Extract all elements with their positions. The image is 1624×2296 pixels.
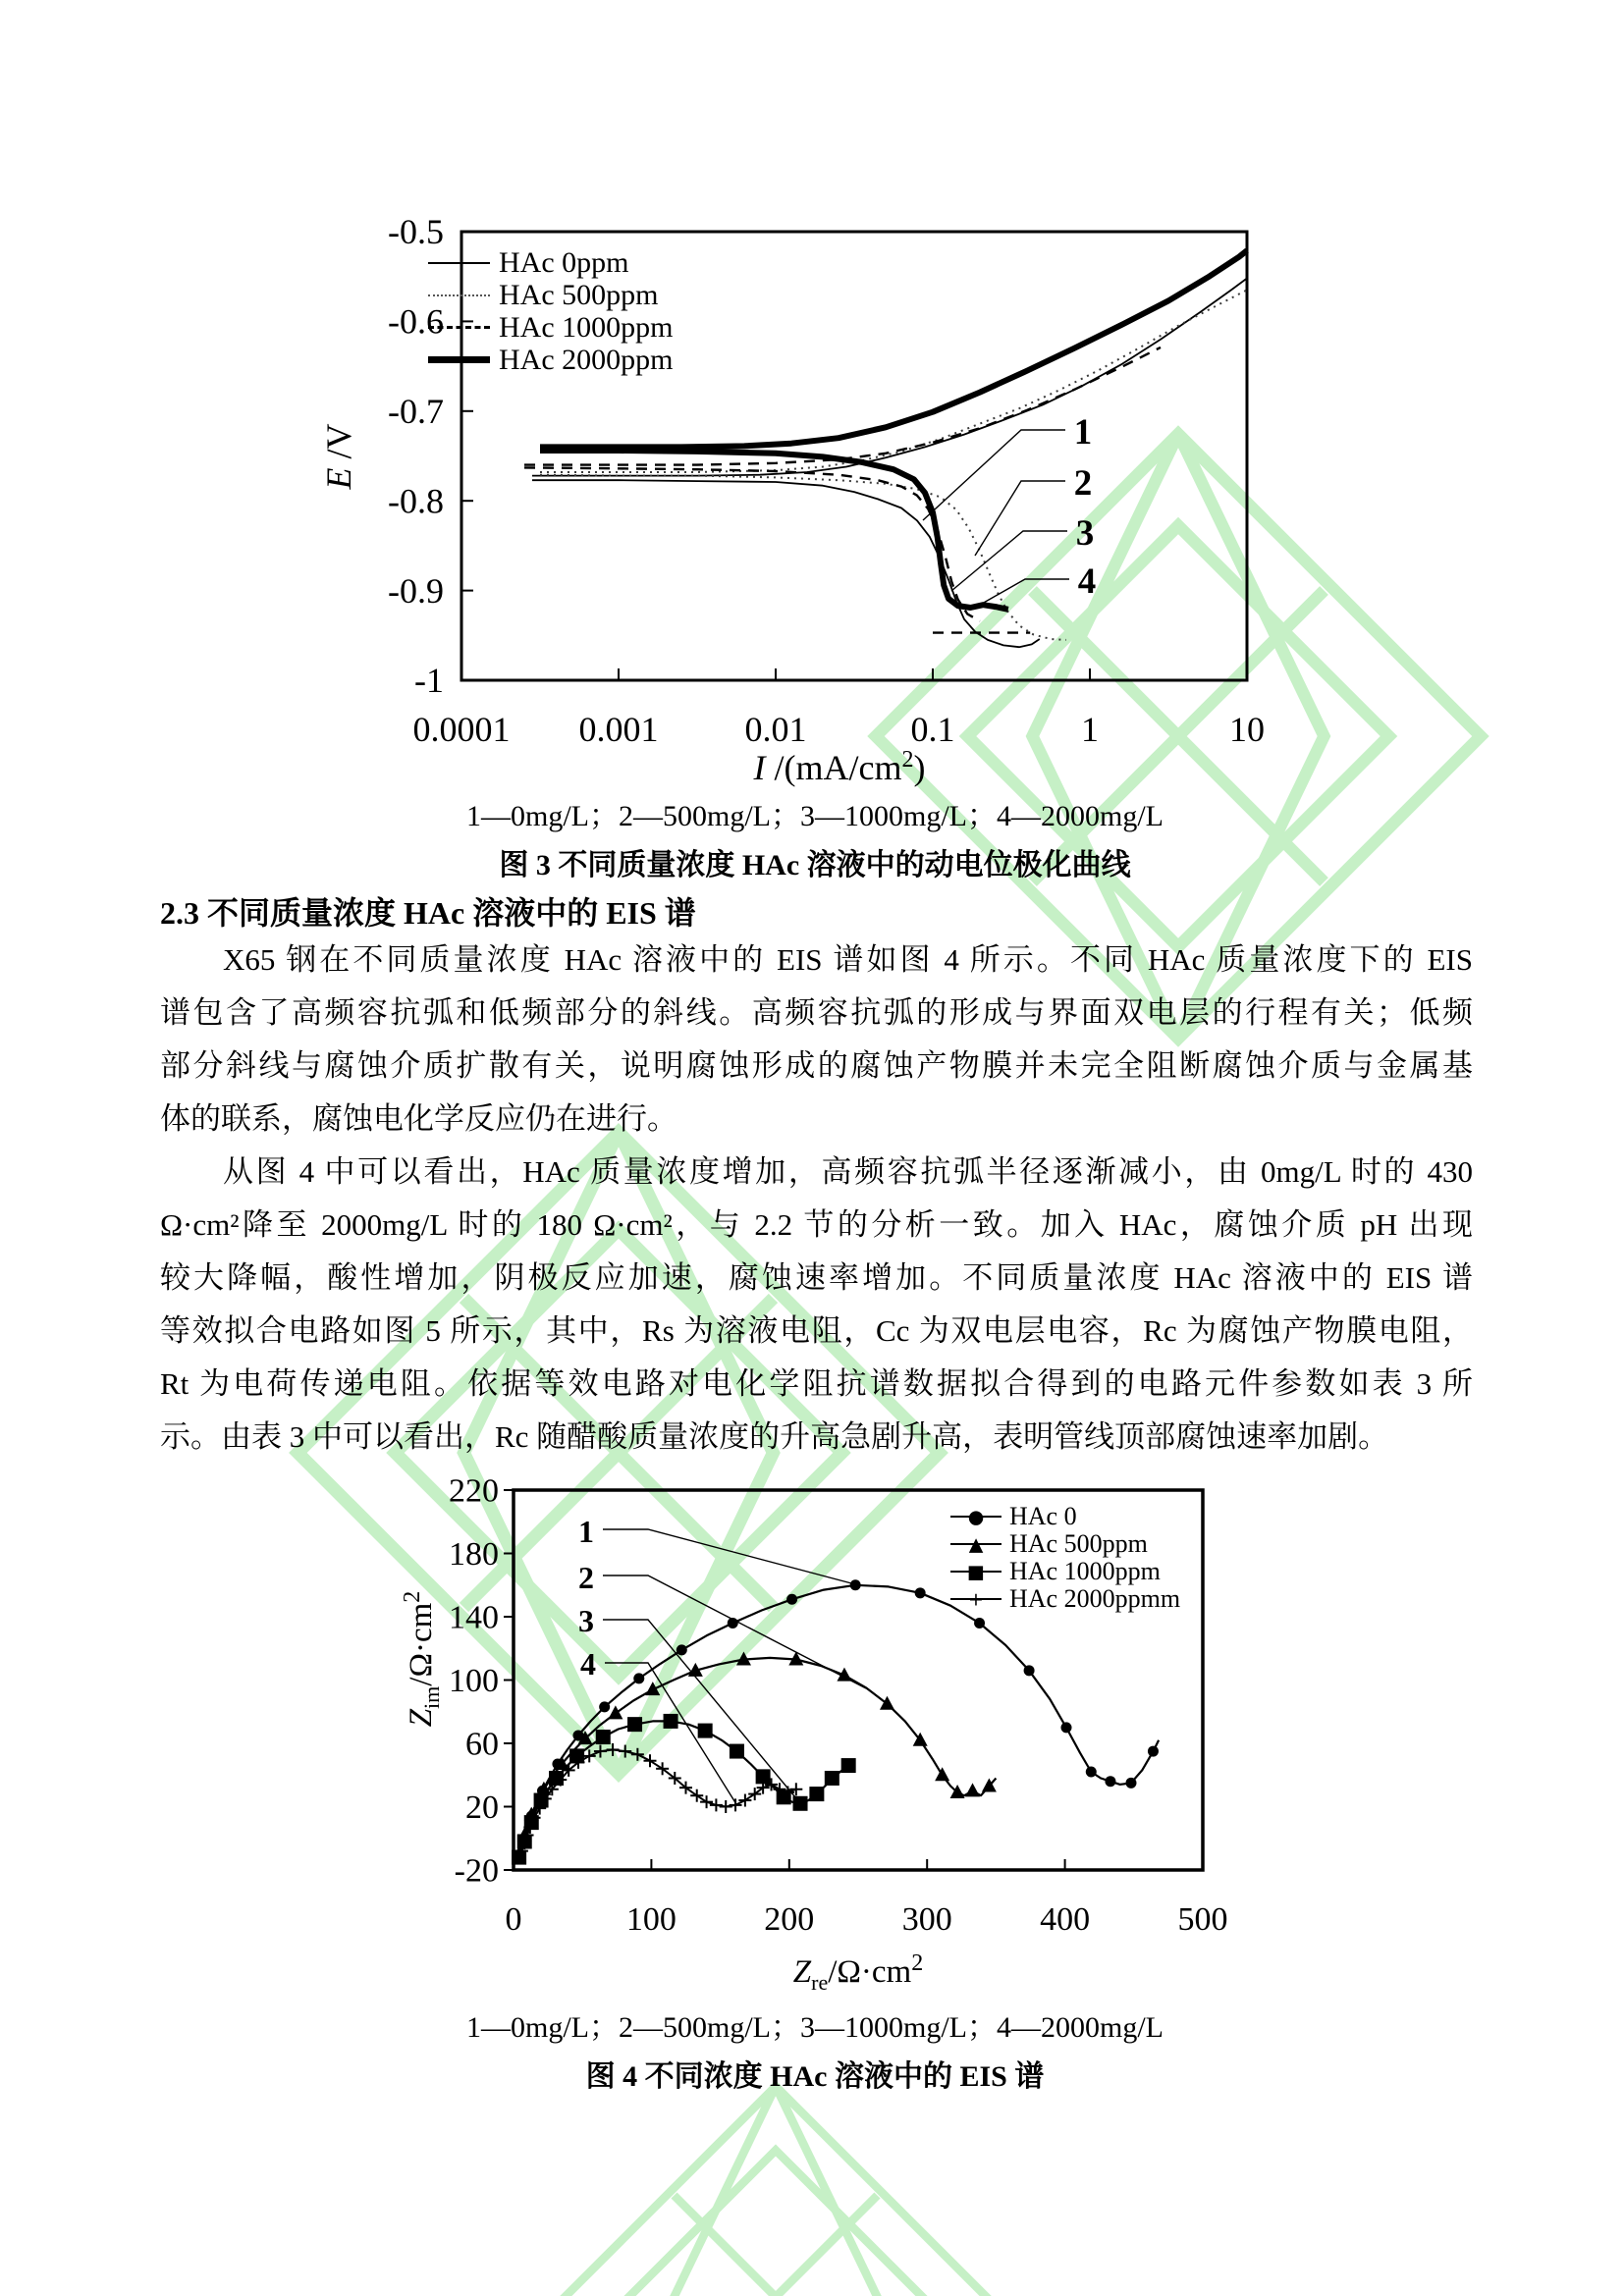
svg-text:0.0001: 0.0001 [412, 710, 511, 749]
triangle-marker-icon: ▲ [968, 1533, 984, 1556]
svg-text:2: 2 [578, 1560, 594, 1595]
svg-text:500: 500 [1177, 1901, 1228, 1938]
legend-item [950, 1558, 1180, 1585]
line-sample [950, 1506, 1001, 1528]
svg-text:10: 10 [1229, 710, 1265, 749]
legend-item [428, 246, 673, 279]
svg-text:-0.5: -0.5 [388, 212, 444, 252]
svg-text:4: 4 [1077, 561, 1097, 602]
legend-item [950, 1530, 1180, 1558]
square-marker-icon: ■ [967, 1561, 985, 1583]
svg-text:3: 3 [1075, 513, 1095, 554]
svg-text:1: 1 [1081, 710, 1099, 749]
svg-text:3: 3 [578, 1603, 594, 1638]
svg-text:220: 220 [449, 1472, 499, 1510]
section-heading: 2.3 不同质量浓度 HAc 溶液中的 EIS 谱 [160, 895, 696, 931]
figure3-legend [428, 246, 673, 376]
svg-text:0: 0 [505, 1901, 522, 1938]
figure4-series-note: 1—0mg/L；2—500mg/L；3—1000mg/L；4—2000mg/L [466, 2011, 1164, 2044]
line-sample [950, 1588, 1001, 1611]
svg-text:400: 400 [1040, 1901, 1091, 1938]
line-sample [950, 1533, 1001, 1556]
line-sample-solid-thin [428, 262, 490, 264]
svg-text:-1: -1 [414, 661, 444, 701]
svg-text:1: 1 [578, 1514, 594, 1549]
body-line: 从图 4 中可以看出，HAc 质量浓度增加，高频容抗弧半径逐渐减小，由 0mg/L 时的 430 [223, 1154, 1473, 1189]
legend-item [428, 344, 673, 376]
body-line: 体的联系，腐蚀电化学反应仍在进行。 [160, 1101, 677, 1136]
svg-text:100: 100 [625, 1901, 677, 1938]
figure3-series-note: 1—0mg/L；2—500mg/L；3—1000mg/L；4—2000mg/L [466, 800, 1164, 832]
body-line: 谱包含了高频容抗弧和低频部分的斜线。高频容抗弧的形成与界面双电层的行程有关；低频 [160, 995, 1473, 1030]
svg-text:1: 1 [1073, 412, 1093, 453]
svg-text:0.01: 0.01 [744, 710, 807, 749]
svg-text:4: 4 [580, 1646, 596, 1682]
plus-marker-icon: + [968, 1588, 984, 1611]
svg-text:2: 2 [1073, 463, 1093, 504]
legend-label: HAc 2000ppm [499, 343, 674, 376]
figure4-legend [950, 1503, 1180, 1613]
legend-label: HAc 2000ppmm [1009, 1584, 1181, 1613]
legend-label: HAc 1000ppm [499, 310, 674, 344]
legend-item [428, 279, 673, 311]
body-line: Rt 为电荷传递电阻。依据等效电路对电化学阻抗谱数据拟合得到的电路元件参数如表 3 所 [160, 1366, 1473, 1401]
legend-item [428, 311, 673, 344]
svg-text:200: 200 [764, 1901, 815, 1938]
svg-text:-0.6: -0.6 [388, 301, 444, 342]
body-line: 等效拟合电路如图 5 所示，其中，Rs 为溶液电阻，Cc 为双电层电容，Rc 为腐蚀产物膜电阻， [160, 1313, 1473, 1348]
figure3-caption: 图 3 不同质量浓度 HAc 溶液中的动电位极化曲线 [499, 849, 1131, 881]
legend-label: HAc 500ppm [1009, 1529, 1148, 1558]
svg-text:60: 60 [465, 1726, 499, 1763]
legend-label: HAc 0ppm [499, 245, 629, 279]
legend-item [950, 1585, 1180, 1613]
figure3-y-axis-title: E /V [319, 423, 358, 490]
svg-text:100: 100 [449, 1663, 499, 1700]
svg-text:-0.9: -0.9 [388, 570, 444, 611]
svg-text:-0.7: -0.7 [388, 392, 444, 432]
body-line: X65 钢在不同质量浓度 HAc 溶液中的 EIS 谱如图 4 所示。不同 HAc 质量浓度下的 EIS [223, 942, 1473, 977]
body-line: 示。由表 3 中可以看出，Rc 随醋酸质量浓度的升高急剧升高，表明管线顶部腐蚀速率加剧。 [160, 1419, 1389, 1454]
body-line: 较大降幅，酸性增加，阴极反应加速，腐蚀速率增加。不同质量浓度 HAc 溶液中的 EIS 谱 [160, 1260, 1473, 1295]
line-sample-solid-thick [428, 356, 490, 363]
svg-text:-0.8: -0.8 [388, 481, 444, 521]
legend-label: HAc 0 [1009, 1502, 1077, 1530]
svg-text:180: 180 [449, 1536, 499, 1574]
line-sample-dotted [428, 294, 490, 296]
svg-text:140: 140 [449, 1599, 499, 1636]
line-sample-dashed [428, 326, 490, 329]
body-line: Ω·cm²降至 2000mg/L 时的 180 Ω·cm²，与 2.2 节的分析一致。加入 HAc，腐蚀介质 pH 出现 [160, 1207, 1473, 1242]
body-line: 部分斜线与腐蚀介质扩散有关，说明腐蚀形成的腐蚀产物膜并未完全阻断腐蚀介质与金属基 [160, 1048, 1473, 1083]
svg-text:-20: -20 [454, 1852, 499, 1890]
circle-marker-icon: ● [967, 1506, 985, 1528]
figure4-x-axis-title: $Z_{re}/\Omega\cdot cm^2$ [792, 1950, 924, 1995]
svg-text:20: 20 [465, 1789, 499, 1827]
legend-label: HAc 500ppm [499, 278, 659, 311]
legend-item [950, 1503, 1180, 1530]
svg-text:0.001: 0.001 [578, 710, 659, 749]
svg-text:0.1: 0.1 [910, 710, 955, 749]
figure4-y-axis-title: $Z_{im}/\Omega\cdot cm^2$ [400, 1590, 444, 1728]
line-sample [950, 1561, 1001, 1583]
figure4-caption: 图 4 不同浓度 HAc 溶液中的 EIS 谱 [585, 2060, 1045, 2093]
svg-text:300: 300 [901, 1901, 952, 1938]
legend-label: HAc 1000ppm [1009, 1557, 1161, 1585]
figure3-x-axis-title: I $/(mA/cm^2)$ [753, 747, 926, 787]
